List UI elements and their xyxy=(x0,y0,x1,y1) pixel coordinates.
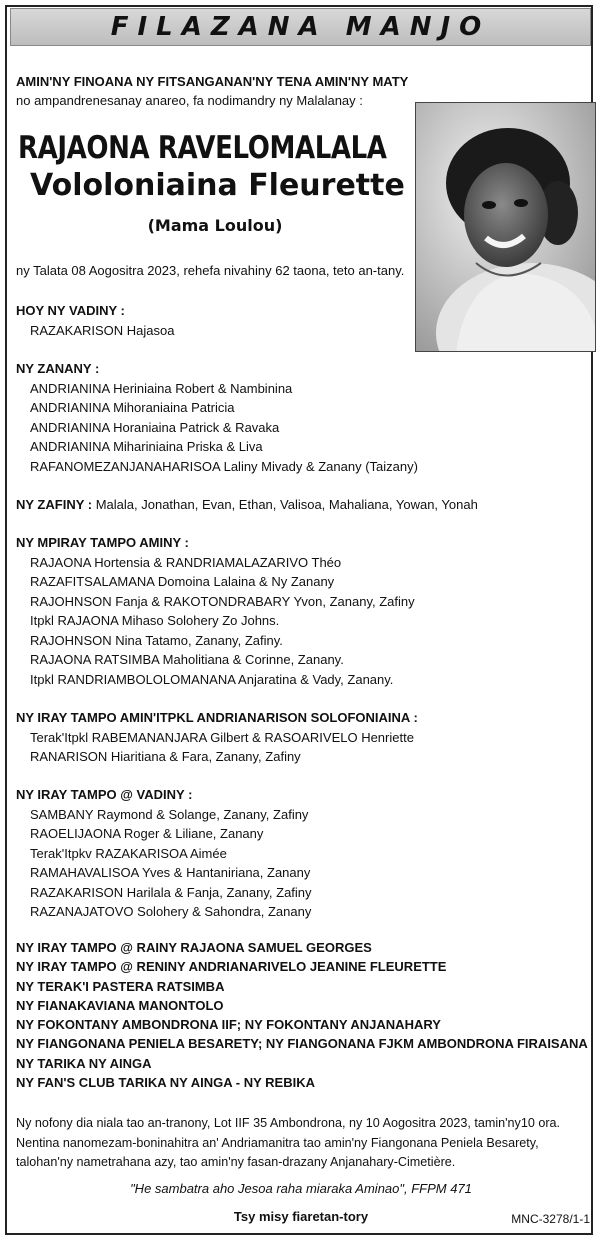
list-item: RAZAFITSALAMANA Domoina Lalaina & Ny Zanany xyxy=(30,574,335,589)
section-heading: NY ZANANY : xyxy=(16,361,100,376)
section-iray-tampo-vadiny xyxy=(16,785,312,922)
list-item: NY TARIKA NY AINGA xyxy=(16,1055,152,1071)
section-zanany xyxy=(16,359,418,476)
list-item: Itpkl RANDRIAMBOLOLOMANANA Anjaratina & Vady, Zanany. xyxy=(30,671,394,687)
list-item: RAZAKARISON Harilala & Fanja, Zanany, Zafiny xyxy=(30,884,312,900)
list-item: RAMAHAVALISOA Yves & Hantaniriana, Zanany xyxy=(30,865,311,880)
list-item: Terak'Itpkv RAZAKARISOA Aimée xyxy=(30,845,227,861)
list-item: RAFANOMEZANJANAHARISOA Laliny Mivady & Zanany (Taizany) xyxy=(30,458,418,474)
footer-note: Tsy misy fiaretan-tory xyxy=(233,1209,369,1224)
section-family-groups xyxy=(16,938,588,1092)
list-item: Terak'Itpkl RABEMANANJARA Gilbert & RASOARIVELO Henriette xyxy=(30,729,414,745)
list-item: RANARISON Hiaritiana & Fara, Zanany, Zafiny xyxy=(30,749,301,764)
deceased-given-names: Vololoniaina Fleurette xyxy=(30,168,405,203)
funeral-line: Ny nofony dia niala tao an-tranony, Lot IIF 35 Ambondrona, ny 10 Aogositra 2023, tamin'ny10 ora. xyxy=(16,1116,561,1130)
section-iray-tampo-itpkl xyxy=(16,708,418,767)
portrait-icon xyxy=(416,103,596,352)
list-item: NY FOKONTANY AMBONDRONA IIF; NY FOKONTANY ANJANAHARY xyxy=(16,1017,441,1033)
section-vadiny xyxy=(16,301,175,340)
grandchildren-list: Malala, Jonathan, Evan, Ethan, Valisoa, Mahaliana, Yowan, Yonah xyxy=(95,497,478,512)
list-item: RAJAONA RATSIMBA Maholitiana & Corinne, Zanany. xyxy=(30,652,344,667)
banner xyxy=(10,8,591,46)
list-item: ANDRIANINA Mihoraniaina Patricia xyxy=(30,400,235,415)
section-heading: HOY NY VADINY : xyxy=(16,303,125,318)
deceased-surname: RAJAONA RAVELOMALALA xyxy=(18,130,387,166)
death-line: ny Talata 08 Aogositra 2023, rehefa nivahiny 62 taona, teto an-tany. xyxy=(16,263,405,278)
intro-text: no ampandrenesanay anareo, fa nodimandry ny Malalanay : xyxy=(16,93,363,108)
list-item: Itpkl RAJAONA Mihaso Solohery Zo Johns. xyxy=(30,613,280,628)
list-item: NY IRAY TAMPO @ RAINY RAJAONA SAMUEL GEORGES xyxy=(16,940,372,955)
list-item: NY FAN'S CLUB TARIKA NY AINGA - NY REBIKA xyxy=(16,1075,315,1091)
list-item: RAJAONA Hortensia & RANDRIAMALAZARIVO Théo xyxy=(30,554,342,570)
section-heading: NY IRAY TAMPO @ VADINY : xyxy=(16,787,193,802)
list-item: RAZAKARISON Hajasoa xyxy=(30,322,175,338)
list-item: NY IRAY TAMPO @ RENINY ANDRIANARIVELO JEANINE FLEURETTE xyxy=(16,959,447,975)
list-item: NY FIANAKAVIANA MANONTOLO xyxy=(16,997,224,1013)
scripture-quote: "He sambatra aho Jesoa raha miaraka Aminao", FFPM 471 xyxy=(130,1181,472,1196)
list-item: NY FIANGONANA PENIELA BESARETY; NY FIANGONANA FJKM AMBONDRONA FIRAISANA xyxy=(16,1036,588,1052)
list-item: ANDRIANINA Heriniaina Robert & Nambinina xyxy=(30,380,293,396)
list-item: RAZANAJATOVO Solohery & Sahondra, Zanany xyxy=(30,904,312,919)
list-item: RAOELIJAONA Roger & Liliane, Zanany xyxy=(30,826,264,841)
list-item: SAMBANY Raymond & Solange, Zanany, Zafiny xyxy=(30,806,309,822)
deceased-nickname: (Mama Loulou) xyxy=(147,216,283,235)
list-item: RAJOHNSON Nina Tatamo, Zanany, Zafiny. xyxy=(30,632,283,648)
list-item: NY TERAK'I PASTERA RATSIMBA xyxy=(16,978,225,994)
section-heading: NY ZAFINY : xyxy=(16,497,93,512)
list-item: ANDRIANINA Mihariniaina Priska & Liva xyxy=(30,439,263,454)
list-item: RAJOHNSON Fanja & RAKOTONDRABARY Yvon, Zanany, Zafiny xyxy=(30,593,415,609)
banner-title: FILAZANA MANJO xyxy=(110,12,491,42)
section-zafiny xyxy=(16,495,478,515)
funeral-line: talohan'ny nametrahana azy, tao amin'ny fasan-drazany Anjanahary-Cimetière. xyxy=(16,1155,456,1169)
section-heading: NY IRAY TAMPO AMIN'ITPKL ANDRIANARISON SOLOFONIAINA : xyxy=(16,710,418,725)
funeral-details xyxy=(16,1114,560,1173)
intro-bold: AMIN'NY FINOANA NY FITSANGANAN'NY TENA AMIN'NY MATY xyxy=(16,74,409,89)
section-mpiray-tampo xyxy=(16,533,415,689)
section-heading: NY MPIRAY TAMPO AMINY : xyxy=(16,535,189,550)
reference-code: MNC-3278/1-1 xyxy=(511,1212,590,1226)
list-item: ANDRIANINA Horaniaina Patrick & Ravaka xyxy=(30,419,280,435)
portrait-photo xyxy=(415,102,596,352)
funeral-line: Nentina nanomezam-boninahitra an' Andriamanitra tao amin'ny Fiangonana Peniela Besarety, xyxy=(16,1135,539,1150)
